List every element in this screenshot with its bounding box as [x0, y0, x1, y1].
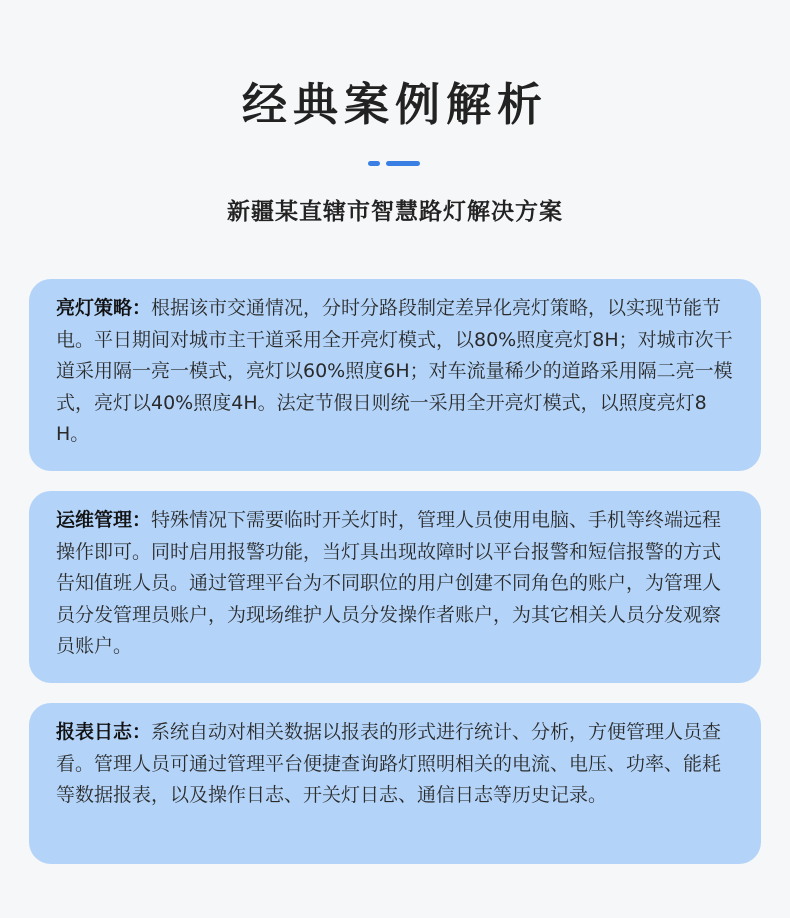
title-divider	[368, 161, 420, 167]
card-paragraph	[56, 717, 739, 812]
case-card-operations-management	[29, 491, 761, 683]
divider-short-segment	[368, 161, 380, 166]
card-body: 特殊情况下需要临时开关灯时，管理人员使用电脑、手机等终端远程操作即可。同时启用报警功能，当灯具出现故障时以平台报警和短信报警的方式告知值班人员。通过管理平台为不同职位的用户创建不同角色的账户，为管理人员分发管理员账户，为现场维护人员分发操作者账户，为其它相关人员分发观察员账户。	[56, 509, 722, 657]
case-card-lighting-strategy	[29, 279, 761, 471]
card-paragraph	[56, 505, 739, 663]
card-label: 亮灯策略：	[56, 297, 152, 319]
card-paragraph	[56, 293, 739, 451]
card-label: 运维管理：	[56, 509, 152, 531]
card-label: 报表日志：	[56, 721, 152, 743]
page-subtitle: 新疆某直辖市智慧路灯解决方案	[227, 199, 563, 225]
card-body: 根据该市交通情况，分时分路段制定差异化亮灯策略，以实现节能节电。平日期间对城市主干道采用全开亮灯模式，以80%照度亮灯8H；对城市次干道采用隔一亮一模式，亮灯以60%照度6H；对车流量稀少的道路采用隔二亮一模式，亮灯以40%照度4H。法定节假日则统一采用全开亮灯模式，以照度亮灯8H。	[56, 297, 733, 445]
page-title: 经典案例解析	[241, 78, 548, 131]
divider-long-segment	[386, 161, 420, 166]
card-body: 系统自动对相关数据以报表的形式进行统计、分析，方便管理人员查看。管理人员可通过管理平台便捷查询路灯照明相关的电流、电压、功率、能耗等数据报表，以及操作日志、开关灯日志、通信日志等历史记录。	[56, 721, 722, 806]
case-card-report-logs	[29, 703, 761, 864]
